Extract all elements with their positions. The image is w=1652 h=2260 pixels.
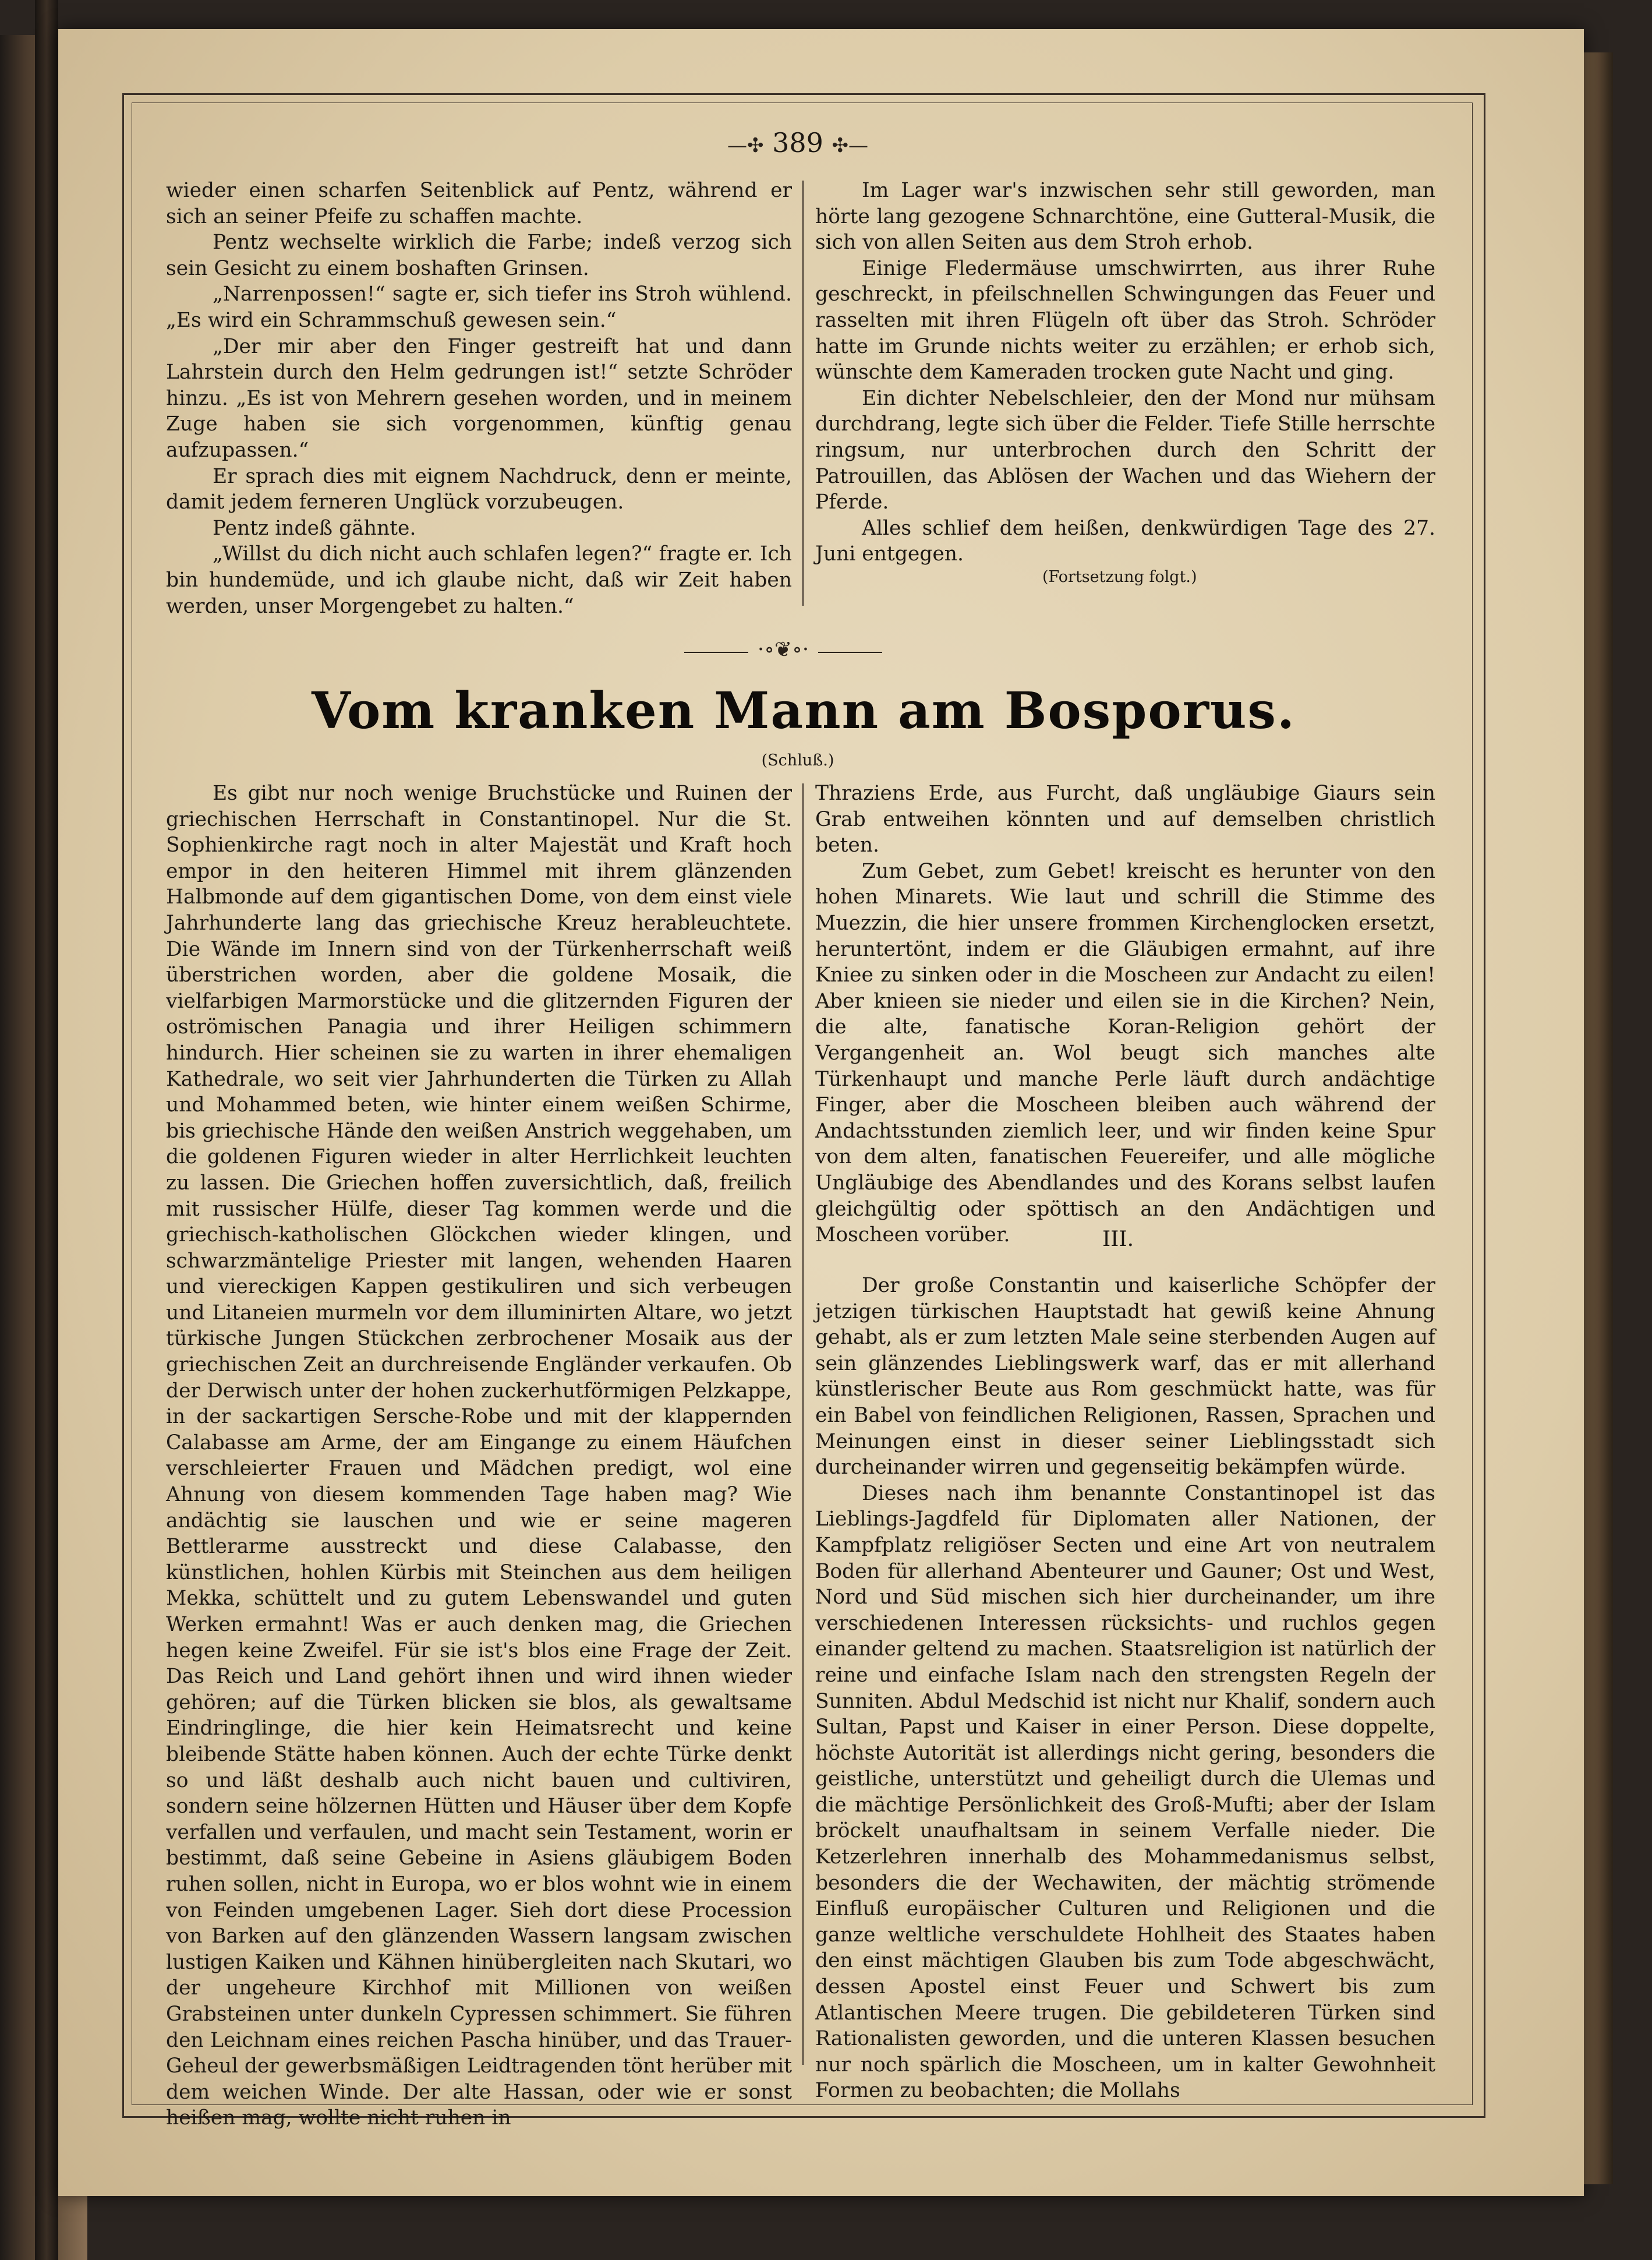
paragraph: Dieses nach ihm benannte Constantinopel ist das Lieblings-Jagdfeld für Diplomaten aller Nationen, der Kampfplatz religiöser Secten und eine Art von neutralem Boden für allerhand Abenteurer und Gauner; Ost und West, Nord und Süd mischen sich hier durcheinander, um ihre verschiedenen Interessen rücksichts- und ruchlos gegen einander geltend zu machen. Staatsreligion ist natürlich der reine und einfache Islam nach den strengsten Regeln der Sunniten. Abdul Medschid ist nicht nur Khalif, sondern auch Sultan, Papst und Kaiser in einer Person. Diese doppelte, höchste Autorität ist allerdings nicht gering, besonders die geistliche, unterstützt und geheiligt durch die Ulemas und die mächtige Persönlichkeit des Groß-Mufti; aber der Islam bröckelt unaufhaltsam in seinem Verfalle nieder. Die Ketzerlehren innerhalb des Mohammedanismus selbst, besonders die der Wechawiten, der mächtig strömende Einfluß europäischer Culturen und Religionen und die ganze weltliche verschuldete Hohlheit des Staates haben den einst mächtigen Glauben bis zum Tode abgeschwächt, dessen Apostel einst Feuer und Schwert bis zum Atlantischen Meere trugen. Die gebildeteren Türken sind Rationalisten geworden, und die unteren Klassen besuchen nur noch spärlich die Moscheen, um in kalter Gewohnheit Formen zu beobachten; die Mollahs xyxy=(815,1481,1435,2103)
top-left-column xyxy=(166,178,792,619)
paragraph: wieder einen scharfen Seitenblick auf Pentz, während er sich an seiner Pfeife zu schaffen machte. xyxy=(166,179,792,228)
paragraph: Ein dichter Nebelschleier, den der Mond nur mühsam durchdrang, legte sich über die Felder. Tiefe Stille herrschte ringsum, nur unterbrochen durch den Schritt der Patrouillen, das Ablösen der Wachen und das Wiehern der Pferde. xyxy=(815,386,1435,514)
top-right-column xyxy=(815,178,1435,567)
fleuron-icon: ·∘❦∘· xyxy=(757,638,809,662)
paragraph: Thraziens Erde, aus Furcht, daß ungläubige Giaurs sein Grab entweihen könnten und auf demselben christlich beten. xyxy=(815,782,1435,857)
paragraph: Er sprach dies mit eignem Nachdruck, denn er meinte, damit jedem ferneren Unglück vorzubeugen. xyxy=(166,464,792,514)
paragraph: Zum Gebet, zum Gebet! kreischt es herunter von den hohen Minarets. Wie laut und schrill die Stimme des Muezzin, die hier unsere frommen Kirchenglocken ersetzt, heruntertönt, indem er die Gläubigen ermahnt, auf ihre Kniee zu sinken oder in die Moscheen zur Andacht zu eilen! Aber knieen sie nieder und eilen sie in die Kirchen? Nein, die alte, fanatische Koran-Religion gehört der Vergangenheit an. Wol beugt sich manches alte Türkenhaupt und manche Perle läuft durch andächtige Finger, aber die Moscheen bleiben auch während der Andachtsstunden ziemlich leer, und wir finden keine Spur von dem alten, fanatischen Feuereifer, und alle mögliche Ungläubige des Abendlandes und des Korans selbst laufen gleichgültig oder spöttisch an den Andächtigen und Moscheen vorüber. xyxy=(815,859,1435,1247)
article-subtitle: (Schluß.) xyxy=(761,751,834,769)
article-title: Vom kranken Mann am Bosporus. xyxy=(312,681,1296,740)
page-number xyxy=(699,127,897,158)
section-divider xyxy=(684,638,882,667)
column-rule-bottom xyxy=(802,783,804,2065)
book-spine xyxy=(35,0,58,2260)
paragraph: Pentz wechselte wirklich die Farbe; indeß verzog sich sein Gesicht zu einem boshaften Grinsen. xyxy=(166,231,792,280)
column-rule-top xyxy=(802,181,804,606)
divider-line-right xyxy=(818,652,882,653)
paragraph: „Der mir aber den Finger gestreift hat und dann Lahrstein durch den Helm gedrungen ist!“ setzte Schröder hinzu. „Es ist von Mehrern gesehen worden, und in meinem Zuge haben sie sich vorgenommen, künftig genau aufzupassen.“ xyxy=(166,334,792,462)
article-left-column xyxy=(166,781,792,2131)
paragraph: „Willst du dich nicht auch schlafen legen?“ fragte er. Ich bin hundemüde, und ich glaube nicht, daß wir Zeit haben werden, unser Morgengebet zu halten.“ xyxy=(166,542,792,618)
page-number-value: 389 xyxy=(772,127,823,158)
paragraph: Im Lager war's inzwischen sehr still geworden, man hörte lang gezogene Schnarchtöne, eine Gutteral-Musik, die sich von allen Seiten aus dem Stroh erhob. xyxy=(815,179,1435,255)
section-heading: III. xyxy=(1102,1227,1134,1251)
article-right-column-top xyxy=(815,781,1435,1248)
ornament-right-icon: ✣— xyxy=(832,134,869,157)
paragraph: Alles schlief dem heißen, denkwürdigen Tage des 27. Juni entgegen. xyxy=(815,516,1435,566)
ornament-left-icon: —✣ xyxy=(727,134,764,157)
paragraph: Einige Fledermäuse umschwirrten, aus ihrer Ruhe geschreckt, in pfeilschnellen Schwingungen das Feuer und rasselten mit ihren Flügeln oft über das Stroh. Schröder hatte im Grunde nichts weiter zu erzählen; er erhob sich, wünschte dem Kameraden trocken gute Nacht und ging. xyxy=(815,256,1435,384)
paragraph: Der große Constantin und kaiserliche Schöpfer der jetzigen türkischen Hauptstadt hat gewiß keine Ahnung gehabt, als er zum letzten Male seine sterbenden Augen auf sein glänzendes Lieblingswerk warf, das er mit allerhand künstlerischer Beute aus Rom geschmückt hatte, was für ein Babel von feindlichen Religionen, Rassen, Sprachen und Meinungen einst in dieser seiner Lieblingsstadt sich durcheinander wirren und gegenseitig bekämpfen würde. xyxy=(815,1274,1435,1479)
paragraph: „Narrenpossen!“ sagte er, sich tiefer ins Stroh wühlend. „Es wird ein Schrammschuß gewesen sein.“ xyxy=(166,282,792,332)
to-be-continued: (Fortsetzung folgt.) xyxy=(1042,568,1197,586)
divider-line-left xyxy=(684,652,748,653)
article-right-column-bottom xyxy=(815,1273,1435,2104)
paragraph: Es gibt nur noch wenige Bruchstücke und Ruinen der griechischen Herrschaft in Constantinopel. Nur die St. Sophienkirche ragt noch in alter Majestät und Kraft hoch empor in den heiteren Himmel mit ihrem glänzenden Halbmonde auf dem gigantischen Dome, von dem einst viele Jahrhunderte lang das griechische Kreuz herableuchtete. Die Wände im Innern sind von der Türkenherrschaft weiß überstrichen worden, aber die goldene Mosaik, die vielfarbigen Marmorstücke und die glitzernden Figuren der oströmischen Panagia und ihrer Heiligen schimmern hindurch. Hier scheinen sie zu warten in ihrer ehemaligen Kathedrale, wo seit vier Jahrhunderten die Türken zu Allah und Mohammed beten, wie hinter einem weißen Schirme, bis griechische Hände den weißen Anstrich weggehaben, um die goldenen Figuren wieder in alter Herrlichkeit leuchten zu lassen. Die Griechen hoffen zuversichtlich, daß, freilich mit russischer Hülfe, dieser Tag kommen werde und die griechisch-katholischen Glöckchen wieder klingen, und schwarzmäntelige Priester mit langen, wehenden Haaren und viereckigen Kappen gestikuliren und sich verbeugen und Litaneien murmeln vor dem illuminirten Altare, wo jetzt türkische Jungen Stückchen zerbrochener Mosaik aus der griechischen Zeit an durchreisende Engländer verkaufen. Ob der Derwisch unter der hohen zuckerhutförmigen Pelzkappe, in der sackartigen Sersche-Robe und mit der klappernden Calabasse am Arme, der am Eingange zu einem Häufchen verschleierter Frauen und Mädchen predigt, wol eine Ahnung von diesem kommenden Tage haben mag? Wie andächtig sie lauschen und wie er seine mageren Bettlerarme ausstreckt und diese Calabasse, den künstlichen, hohlen Kürbis mit Steinchen aus dem heiligen Mekka, schüttelt und zu gutem Lebenswandel und guten Werken ermahnt! Was er auch denken mag, die Griechen hegen keine Zweifel. Für sie ist's blos eine Frage der Zeit. Das Reich und Land gehört ihnen und wird ihnen wieder gehören; auf die Türken blicken sie blos, als gewaltsame Eindringlinge, die hier kein Heimatsrecht und keine bleibende Stätte haben können. Auch der echte Türke denkt so und läßt deshalb auch nicht bauen und cultiviren, sondern seine hölzernen Hütten und Häuser über dem Kopfe verfallen und verfaulen, und macht sein Testament, worin er bestimmt, daß seine Gebeine in Asiens gläubigem Boden ruhen sollen, nicht in Europa, wo er blos wohnt wie in einem von Feinden umgebenen Lager. Sieh dort diese Procession von Barken auf den glänzenden Wassern langsam zwischen lustigen Kaiken und Kähnen hinübergleiten nach Skutari, wo der ungeheure Kirchhof mit Millionen von weißen Grabsteinen unter dunkeln Cypressen schimmert. Sie führen den Leichnam eines reichen Pascha hinüber, und das Trauer-Geheul der gewerbsmäßigen Leidtragenden tönt herüber mit dem weichen Winde. Der alte Hassan, oder wie er sonst heißen mag, wollte nicht ruhen in xyxy=(166,782,792,2130)
paragraph: Pentz indeß gähnte. xyxy=(213,516,416,540)
